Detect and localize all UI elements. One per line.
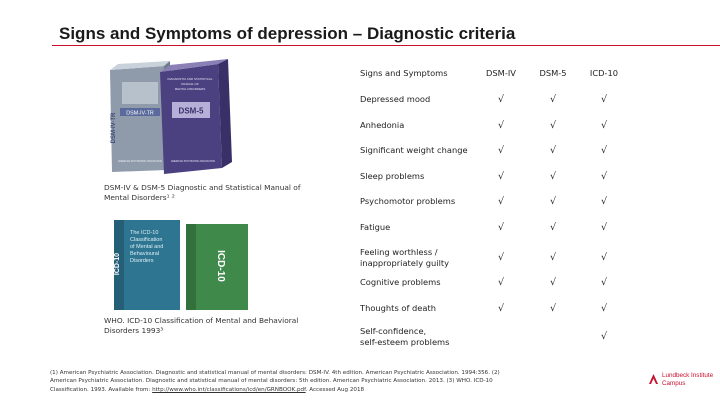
symptom-label bbox=[360, 247, 472, 269]
dsm5-check: √ bbox=[549, 171, 557, 182]
symptom-label-line: Cognitive problems bbox=[360, 277, 441, 287]
dsm4-spine-text: DSM-IV-TR bbox=[111, 112, 117, 144]
dsm5-check: √ bbox=[549, 145, 557, 156]
dsm4-check: √ bbox=[497, 252, 505, 263]
logo-line: Campus bbox=[662, 380, 686, 387]
icd10-check: √ bbox=[600, 303, 608, 314]
title-divider bbox=[52, 45, 720, 46]
svg-text:MENTAL DISORDERS: MENTAL DISORDERS bbox=[174, 87, 206, 91]
symptom-label-line: Feeling worthless / bbox=[360, 247, 438, 257]
dsm5-book bbox=[160, 59, 232, 174]
dsm4-check: √ bbox=[497, 94, 505, 105]
dsm5-check: √ bbox=[549, 303, 557, 314]
dsm5-publisher-text: AMERICAN PSYCHIATRIC ASSOCIATION bbox=[170, 161, 216, 163]
dsm4-check: √ bbox=[497, 277, 505, 288]
reference-line: American Psychiatric Association. Diagnostic and statistical manual of mental disorders: 5th edition. American Psychiatric Association. 2013. (3) WHO. ICD-10 bbox=[50, 378, 493, 385]
dsm4-check: √ bbox=[497, 196, 505, 207]
icd10-check: √ bbox=[600, 171, 608, 182]
header-symptom: Signs and Symptoms bbox=[360, 68, 448, 78]
dsm5-cover-title-text: DIAGNOSTIC AND STATISTICAL bbox=[167, 77, 213, 81]
dsm5-check: √ bbox=[549, 252, 557, 263]
icd-front-spine-text: ICD-10 bbox=[114, 252, 121, 276]
dsm5-check: √ bbox=[549, 277, 557, 288]
logo-line: Lundbeck Institute bbox=[662, 372, 714, 379]
header-icd10: ICD-10 bbox=[589, 68, 619, 78]
dsm-caption: DSM-IV & DSM-5 Diagnostic and Statistical Manual of Mental Disorders¹ ² bbox=[104, 183, 301, 202]
references bbox=[50, 369, 590, 394]
dsm4-edition-text: DSM-IV-TR bbox=[126, 110, 154, 117]
header-dsm4: DSM-IV bbox=[486, 68, 516, 78]
icd10-check: √ bbox=[600, 222, 608, 233]
dsm5-check: √ bbox=[549, 222, 557, 233]
reference-line bbox=[50, 386, 590, 394]
symptom-label-line: Anhedonia bbox=[360, 120, 405, 130]
dsm5-check: √ bbox=[549, 94, 557, 105]
icd-title-line: The ICD-10 bbox=[130, 230, 159, 236]
dsm5-edition-text: DSM-5 bbox=[178, 106, 204, 116]
icd10-check: √ bbox=[600, 145, 608, 156]
symptom-label bbox=[360, 94, 472, 105]
reference-text: . Accessed Aug 2018 bbox=[305, 386, 365, 393]
icd10-check: √ bbox=[600, 94, 608, 105]
icd-back-spine-text: ICD-10 bbox=[215, 250, 226, 282]
reference-line: (1) American Psychiatric Association. Diagnostic and statistical manual of mental disorders: DSM-IV. 4th edition. American Psychiatric Association. 1994:356. (2) bbox=[50, 370, 500, 376]
symptom-label-line: Depressed mood bbox=[360, 94, 431, 104]
symptom-label bbox=[360, 196, 472, 207]
dsm4-publisher-text: AMERICAN PSYCHIATRIC ASSOCIATION bbox=[117, 161, 163, 163]
symptom-label bbox=[360, 171, 472, 182]
symptom-label-line: Psychomotor problems bbox=[360, 196, 456, 206]
dsm4-check: √ bbox=[497, 120, 505, 131]
dsm4-check: √ bbox=[497, 171, 505, 182]
lundbeck-logo bbox=[648, 372, 716, 396]
symptom-label bbox=[360, 277, 472, 288]
symptom-label-line: Significant weight change bbox=[360, 145, 468, 155]
symptom-label bbox=[360, 326, 472, 348]
symptom-label-line: Sleep problems bbox=[360, 171, 425, 181]
symptom-label bbox=[360, 222, 472, 233]
icd-book-back bbox=[186, 224, 248, 310]
dsm4-check: √ bbox=[497, 145, 505, 156]
svg-text:MANUAL OF: MANUAL OF bbox=[181, 82, 199, 86]
symptom-label bbox=[360, 303, 472, 314]
symptom-label bbox=[360, 120, 472, 131]
dsm4-check: √ bbox=[497, 303, 505, 314]
symptom-label-line: Fatigue bbox=[360, 222, 391, 232]
lundbeck-logo-icon bbox=[648, 372, 659, 386]
icd-book-front bbox=[114, 220, 180, 310]
icd-caption: WHO. ICD-10 Classification of Mental and Behavioral Disorders 1993³ bbox=[104, 316, 299, 335]
icd-title-line: Disorders bbox=[130, 258, 154, 264]
reference-text: Classification. 1993. Available from: bbox=[50, 386, 153, 393]
header-dsm5: DSM-5 bbox=[539, 68, 567, 78]
reference-link[interactable]: http://www.who.int/classifications/icd/en/GRNBOOK.pdf bbox=[152, 386, 306, 393]
icd10-check: √ bbox=[600, 252, 608, 263]
symptom-label-line: inappropriately guilty bbox=[360, 258, 450, 268]
icd-title-line: Behavioural bbox=[130, 251, 160, 257]
dsm-books-image bbox=[100, 58, 260, 176]
icd10-check: √ bbox=[600, 196, 608, 207]
icd-books-image bbox=[108, 218, 258, 312]
dsm5-check: √ bbox=[549, 196, 557, 207]
slide-title: Signs and Symptoms of depression – Diagnostic criteria bbox=[59, 24, 516, 43]
symptom-label-line: Self-confidence, bbox=[360, 326, 427, 336]
icd-title-line: of Mental and bbox=[130, 244, 164, 250]
dsm4-check: √ bbox=[497, 222, 505, 233]
dsm5-check: √ bbox=[549, 120, 557, 131]
icd-title-line: Classification bbox=[130, 237, 163, 243]
icd10-check: √ bbox=[600, 120, 608, 131]
symptom-label-line: self-esteem problems bbox=[360, 337, 450, 347]
symptom-label bbox=[360, 145, 472, 156]
icd10-check: √ bbox=[600, 277, 608, 288]
symptom-label-line: Thoughts of death bbox=[360, 303, 437, 313]
icd10-check: √ bbox=[600, 331, 608, 342]
